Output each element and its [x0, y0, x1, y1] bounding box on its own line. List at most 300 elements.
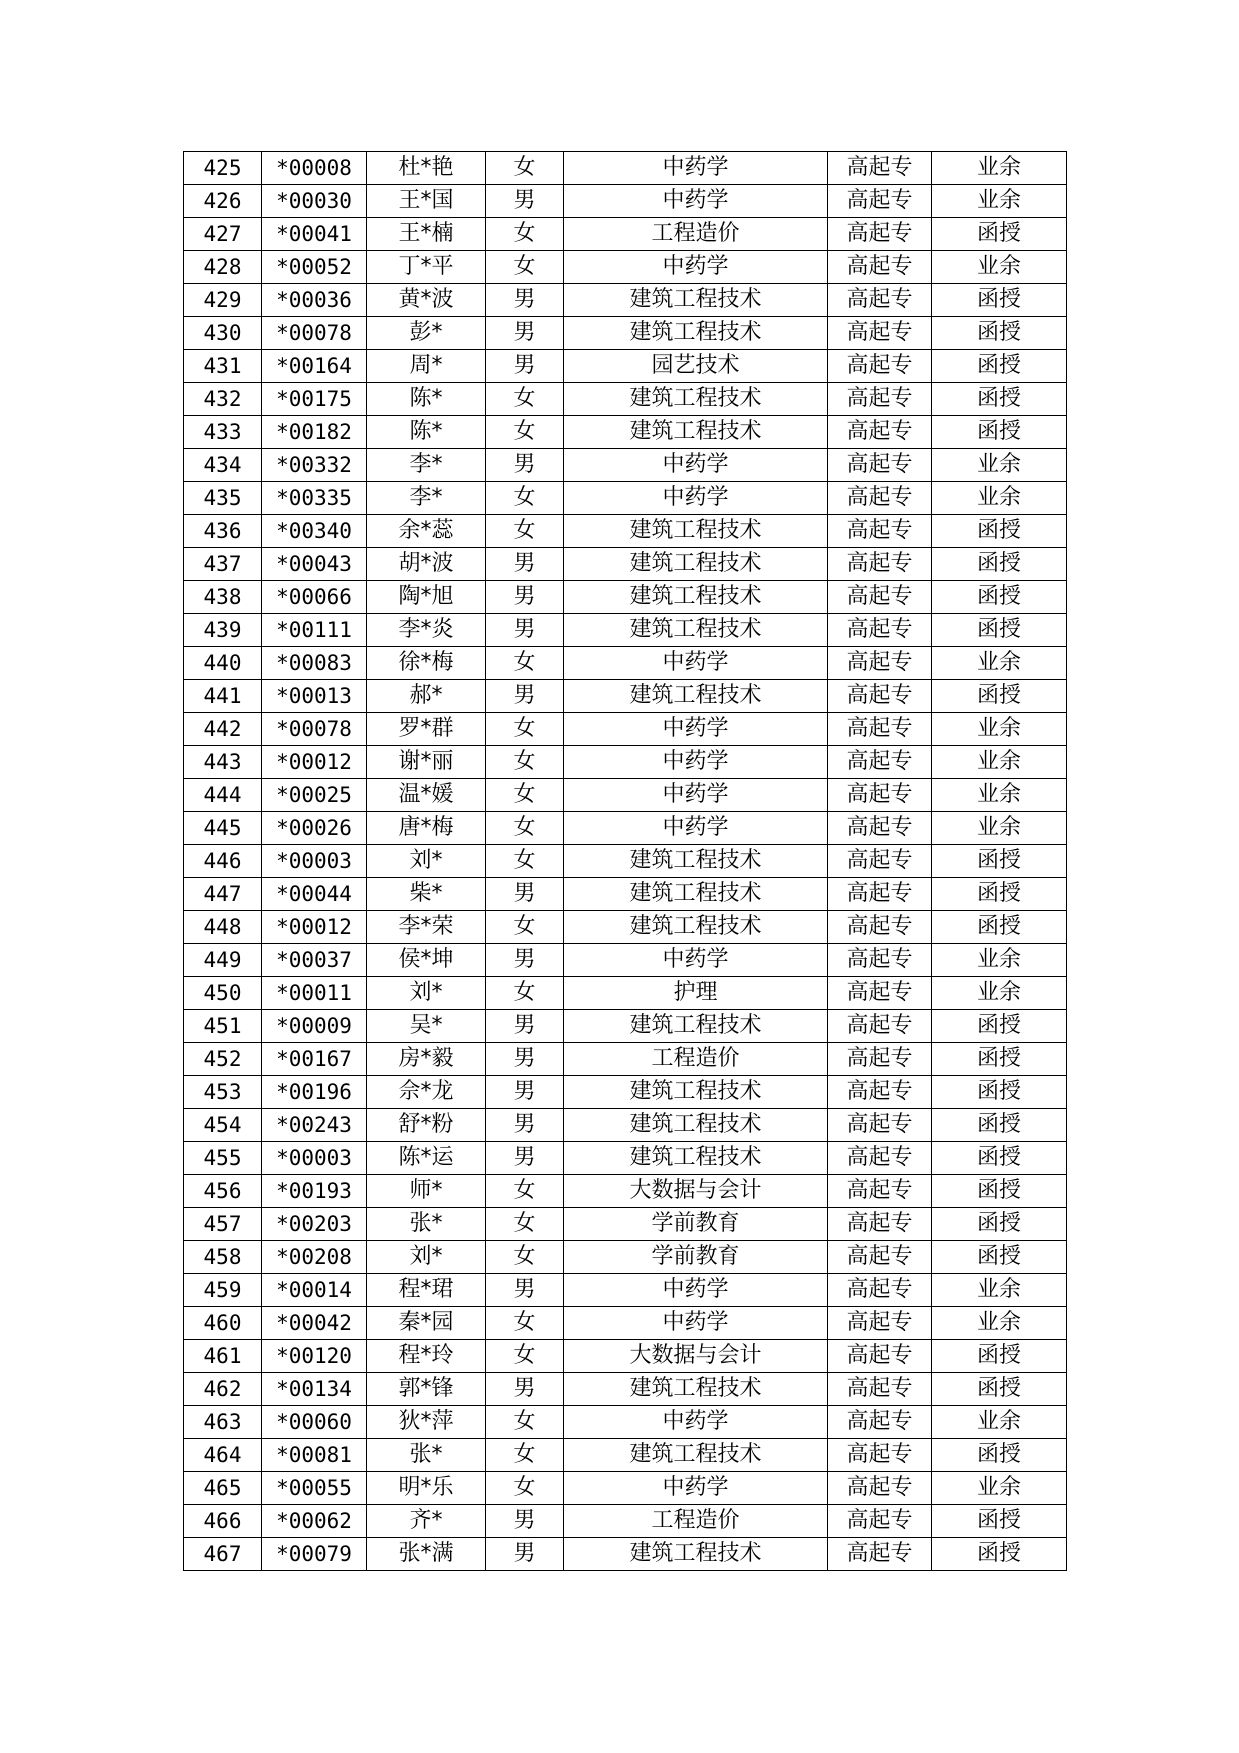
row-number-cell: 459: [184, 1274, 262, 1307]
study-mode-cell: 业余: [932, 482, 1067, 515]
major-cell: 建筑工程技术: [564, 284, 828, 317]
major-cell: 建筑工程技术: [564, 581, 828, 614]
row-number-cell: 430: [184, 317, 262, 350]
major-cell: 建筑工程技术: [564, 416, 828, 449]
level-cell: 高起专: [828, 1241, 932, 1274]
major-cell: 中药学: [564, 944, 828, 977]
level-cell: 高起专: [828, 251, 932, 284]
major-cell: 中药学: [564, 713, 828, 746]
name-cell: 郝*: [367, 680, 486, 713]
name-cell: 吴*: [367, 1010, 486, 1043]
row-number-cell: 446: [184, 845, 262, 878]
major-cell: 中药学: [564, 1274, 828, 1307]
gender-cell: 男: [486, 1109, 564, 1142]
name-cell: 柴*: [367, 878, 486, 911]
gender-cell: 女: [486, 416, 564, 449]
student-id-cell: *00042: [262, 1307, 367, 1340]
table-row: [184, 449, 1067, 482]
student-id-cell: *00060: [262, 1406, 367, 1439]
student-id-cell: *00081: [262, 1439, 367, 1472]
major-cell: 园艺技术: [564, 350, 828, 383]
gender-cell: 男: [486, 1373, 564, 1406]
student-id-cell: *00078: [262, 713, 367, 746]
major-cell: 学前教育: [564, 1208, 828, 1241]
student-id-cell: *00134: [262, 1373, 367, 1406]
table-row: [184, 614, 1067, 647]
student-id-cell: *00175: [262, 383, 367, 416]
major-cell: 建筑工程技术: [564, 317, 828, 350]
table-row: [184, 1307, 1067, 1340]
gender-cell: 男: [486, 284, 564, 317]
row-number-cell: 448: [184, 911, 262, 944]
row-number-cell: 434: [184, 449, 262, 482]
student-id-cell: *00208: [262, 1241, 367, 1274]
major-cell: 工程造价: [564, 1043, 828, 1076]
name-cell: 李*炎: [367, 614, 486, 647]
major-cell: 中药学: [564, 647, 828, 680]
row-number-cell: 440: [184, 647, 262, 680]
study-mode-cell: 函授: [932, 515, 1067, 548]
level-cell: 高起专: [828, 449, 932, 482]
name-cell: 房*毅: [367, 1043, 486, 1076]
name-cell: 程*珺: [367, 1274, 486, 1307]
level-cell: 高起专: [828, 746, 932, 779]
row-number-cell: 432: [184, 383, 262, 416]
study-mode-cell: 函授: [932, 911, 1067, 944]
name-cell: 张*: [367, 1439, 486, 1472]
study-mode-cell: 业余: [932, 251, 1067, 284]
gender-cell: 男: [486, 548, 564, 581]
study-mode-cell: 业余: [932, 1472, 1067, 1505]
row-number-cell: 453: [184, 1076, 262, 1109]
student-id-cell: *00120: [262, 1340, 367, 1373]
name-cell: 刘*: [367, 977, 486, 1010]
major-cell: 建筑工程技术: [564, 845, 828, 878]
name-cell: 刘*: [367, 845, 486, 878]
gender-cell: 女: [486, 977, 564, 1010]
table-row: [184, 779, 1067, 812]
level-cell: 高起专: [828, 1142, 932, 1175]
row-number-cell: 462: [184, 1373, 262, 1406]
student-id-cell: *00012: [262, 911, 367, 944]
level-cell: 高起专: [828, 1274, 932, 1307]
name-cell: 丁*平: [367, 251, 486, 284]
major-cell: 建筑工程技术: [564, 878, 828, 911]
row-number-cell: 458: [184, 1241, 262, 1274]
study-mode-cell: 函授: [932, 218, 1067, 251]
study-mode-cell: 业余: [932, 812, 1067, 845]
table-row: [184, 1439, 1067, 1472]
table-row: [184, 515, 1067, 548]
row-number-cell: 452: [184, 1043, 262, 1076]
gender-cell: 男: [486, 1538, 564, 1571]
student-id-cell: *00013: [262, 680, 367, 713]
gender-cell: 女: [486, 482, 564, 515]
table-row: [184, 1208, 1067, 1241]
study-mode-cell: 函授: [932, 1208, 1067, 1241]
name-cell: 李*: [367, 449, 486, 482]
row-number-cell: 454: [184, 1109, 262, 1142]
name-cell: 李*: [367, 482, 486, 515]
major-cell: 中药学: [564, 1472, 828, 1505]
gender-cell: 男: [486, 317, 564, 350]
level-cell: 高起专: [828, 350, 932, 383]
name-cell: 罗*群: [367, 713, 486, 746]
table-row: [184, 845, 1067, 878]
table-row: [184, 1010, 1067, 1043]
gender-cell: 女: [486, 1439, 564, 1472]
gender-cell: 女: [486, 218, 564, 251]
row-number-cell: 447: [184, 878, 262, 911]
level-cell: 高起专: [828, 1538, 932, 1571]
student-id-cell: *00037: [262, 944, 367, 977]
name-cell: 余*蕊: [367, 515, 486, 548]
student-id-cell: *00243: [262, 1109, 367, 1142]
table-row: [184, 1472, 1067, 1505]
table-row: [184, 647, 1067, 680]
row-number-cell: 444: [184, 779, 262, 812]
major-cell: 中药学: [564, 812, 828, 845]
gender-cell: 女: [486, 812, 564, 845]
table-row: [184, 548, 1067, 581]
student-id-cell: *00026: [262, 812, 367, 845]
row-number-cell: 455: [184, 1142, 262, 1175]
study-mode-cell: 函授: [932, 317, 1067, 350]
major-cell: 中药学: [564, 185, 828, 218]
student-id-cell: *00335: [262, 482, 367, 515]
table-row: [184, 581, 1067, 614]
study-mode-cell: 业余: [932, 647, 1067, 680]
level-cell: 高起专: [828, 581, 932, 614]
level-cell: 高起专: [828, 680, 932, 713]
name-cell: 佘*龙: [367, 1076, 486, 1109]
row-number-cell: 438: [184, 581, 262, 614]
major-cell: 建筑工程技术: [564, 1076, 828, 1109]
major-cell: 中药学: [564, 482, 828, 515]
name-cell: 陈*运: [367, 1142, 486, 1175]
student-id-cell: *00340: [262, 515, 367, 548]
major-cell: 建筑工程技术: [564, 548, 828, 581]
gender-cell: 女: [486, 515, 564, 548]
level-cell: 高起专: [828, 911, 932, 944]
study-mode-cell: 函授: [932, 581, 1067, 614]
gender-cell: 男: [486, 1142, 564, 1175]
table-row: [184, 1340, 1067, 1373]
student-id-cell: *00055: [262, 1472, 367, 1505]
major-cell: 建筑工程技术: [564, 383, 828, 416]
major-cell: 建筑工程技术: [564, 1373, 828, 1406]
table-row: [184, 1076, 1067, 1109]
study-mode-cell: 函授: [932, 878, 1067, 911]
student-id-cell: *00044: [262, 878, 367, 911]
student-id-cell: *00111: [262, 614, 367, 647]
name-cell: 徐*梅: [367, 647, 486, 680]
student-id-cell: *00164: [262, 350, 367, 383]
name-cell: 王*楠: [367, 218, 486, 251]
level-cell: 高起专: [828, 977, 932, 1010]
major-cell: 中药学: [564, 251, 828, 284]
student-id-cell: *00182: [262, 416, 367, 449]
major-cell: 建筑工程技术: [564, 1538, 828, 1571]
gender-cell: 女: [486, 845, 564, 878]
study-mode-cell: 函授: [932, 614, 1067, 647]
study-mode-cell: 函授: [932, 1505, 1067, 1538]
table-row: [184, 1373, 1067, 1406]
level-cell: 高起专: [828, 548, 932, 581]
table-row: [184, 1109, 1067, 1142]
level-cell: 高起专: [828, 383, 932, 416]
gender-cell: 女: [486, 1307, 564, 1340]
level-cell: 高起专: [828, 1109, 932, 1142]
row-number-cell: 437: [184, 548, 262, 581]
student-id-cell: *00003: [262, 845, 367, 878]
study-mode-cell: 函授: [932, 1175, 1067, 1208]
major-cell: 中药学: [564, 152, 828, 185]
table-row: [184, 944, 1067, 977]
student-id-cell: *00008: [262, 152, 367, 185]
study-mode-cell: 函授: [932, 1241, 1067, 1274]
table-row: [184, 218, 1067, 251]
student-id-cell: *00078: [262, 317, 367, 350]
gender-cell: 女: [486, 1175, 564, 1208]
student-id-cell: *00003: [262, 1142, 367, 1175]
name-cell: 张*: [367, 1208, 486, 1241]
major-cell: 中药学: [564, 1307, 828, 1340]
study-mode-cell: 业余: [932, 1274, 1067, 1307]
level-cell: 高起专: [828, 1505, 932, 1538]
table-row: [184, 713, 1067, 746]
name-cell: 狄*萍: [367, 1406, 486, 1439]
level-cell: 高起专: [828, 482, 932, 515]
major-cell: 建筑工程技术: [564, 911, 828, 944]
gender-cell: 男: [486, 350, 564, 383]
name-cell: 舒*粉: [367, 1109, 486, 1142]
table-row: [184, 152, 1067, 185]
student-id-cell: *00043: [262, 548, 367, 581]
study-mode-cell: 函授: [932, 1142, 1067, 1175]
gender-cell: 男: [486, 614, 564, 647]
gender-cell: 男: [486, 581, 564, 614]
major-cell: 中药学: [564, 779, 828, 812]
student-id-cell: *00167: [262, 1043, 367, 1076]
level-cell: 高起专: [828, 218, 932, 251]
level-cell: 高起专: [828, 1472, 932, 1505]
student-roster-table: [183, 151, 1067, 1571]
table-row: [184, 680, 1067, 713]
table-row: [184, 1538, 1067, 1571]
study-mode-cell: 函授: [932, 1043, 1067, 1076]
major-cell: 中药学: [564, 1406, 828, 1439]
student-id-cell: *00030: [262, 185, 367, 218]
name-cell: 李*荣: [367, 911, 486, 944]
name-cell: 张*满: [367, 1538, 486, 1571]
table-row: [184, 1241, 1067, 1274]
study-mode-cell: 函授: [932, 1340, 1067, 1373]
level-cell: 高起专: [828, 1043, 932, 1076]
student-id-cell: *00036: [262, 284, 367, 317]
student-id-cell: *00041: [262, 218, 367, 251]
level-cell: 高起专: [828, 845, 932, 878]
study-mode-cell: 业余: [932, 449, 1067, 482]
row-number-cell: 466: [184, 1505, 262, 1538]
student-id-cell: *00011: [262, 977, 367, 1010]
name-cell: 程*玲: [367, 1340, 486, 1373]
table-row: [184, 1142, 1067, 1175]
level-cell: 高起专: [828, 1439, 932, 1472]
level-cell: 高起专: [828, 1076, 932, 1109]
gender-cell: 女: [486, 383, 564, 416]
gender-cell: 男: [486, 1505, 564, 1538]
level-cell: 高起专: [828, 944, 932, 977]
table-row: [184, 1175, 1067, 1208]
row-number-cell: 439: [184, 614, 262, 647]
level-cell: 高起专: [828, 1010, 932, 1043]
table-row: [184, 482, 1067, 515]
row-number-cell: 463: [184, 1406, 262, 1439]
gender-cell: 男: [486, 1010, 564, 1043]
major-cell: 大数据与会计: [564, 1175, 828, 1208]
gender-cell: 女: [486, 911, 564, 944]
student-id-cell: *00079: [262, 1538, 367, 1571]
row-number-cell: 465: [184, 1472, 262, 1505]
row-number-cell: 442: [184, 713, 262, 746]
study-mode-cell: 业余: [932, 1406, 1067, 1439]
study-mode-cell: 函授: [932, 416, 1067, 449]
student-id-cell: *00083: [262, 647, 367, 680]
student-id-cell: *00196: [262, 1076, 367, 1109]
study-mode-cell: 业余: [932, 746, 1067, 779]
student-id-cell: *00025: [262, 779, 367, 812]
gender-cell: 女: [486, 152, 564, 185]
study-mode-cell: 业余: [932, 152, 1067, 185]
level-cell: 高起专: [828, 185, 932, 218]
row-number-cell: 427: [184, 218, 262, 251]
major-cell: 大数据与会计: [564, 1340, 828, 1373]
study-mode-cell: 业余: [932, 977, 1067, 1010]
gender-cell: 男: [486, 680, 564, 713]
row-number-cell: 449: [184, 944, 262, 977]
gender-cell: 女: [486, 779, 564, 812]
table-row: [184, 1274, 1067, 1307]
gender-cell: 男: [486, 878, 564, 911]
name-cell: 杜*艳: [367, 152, 486, 185]
table-row: [184, 416, 1067, 449]
study-mode-cell: 函授: [932, 548, 1067, 581]
name-cell: 温*媛: [367, 779, 486, 812]
gender-cell: 男: [486, 449, 564, 482]
name-cell: 陈*: [367, 416, 486, 449]
row-number-cell: 441: [184, 680, 262, 713]
gender-cell: 女: [486, 1406, 564, 1439]
row-number-cell: 428: [184, 251, 262, 284]
name-cell: 侯*坤: [367, 944, 486, 977]
level-cell: 高起专: [828, 779, 932, 812]
study-mode-cell: 函授: [932, 350, 1067, 383]
row-number-cell: 450: [184, 977, 262, 1010]
name-cell: 黄*波: [367, 284, 486, 317]
student-id-cell: *00009: [262, 1010, 367, 1043]
row-number-cell: 435: [184, 482, 262, 515]
gender-cell: 男: [486, 944, 564, 977]
row-number-cell: 461: [184, 1340, 262, 1373]
study-mode-cell: 函授: [932, 1010, 1067, 1043]
row-number-cell: 429: [184, 284, 262, 317]
row-number-cell: 451: [184, 1010, 262, 1043]
row-number-cell: 460: [184, 1307, 262, 1340]
name-cell: 秦*园: [367, 1307, 486, 1340]
row-number-cell: 445: [184, 812, 262, 845]
gender-cell: 女: [486, 251, 564, 284]
major-cell: 建筑工程技术: [564, 1010, 828, 1043]
student-id-cell: *00052: [262, 251, 367, 284]
gender-cell: 女: [486, 1241, 564, 1274]
table-row: [184, 878, 1067, 911]
table-row: [184, 251, 1067, 284]
table-row: [184, 284, 1067, 317]
level-cell: 高起专: [828, 1373, 932, 1406]
gender-cell: 女: [486, 1208, 564, 1241]
major-cell: 中药学: [564, 449, 828, 482]
study-mode-cell: 业余: [932, 779, 1067, 812]
student-id-cell: *00066: [262, 581, 367, 614]
level-cell: 高起专: [828, 878, 932, 911]
table-row: [184, 185, 1067, 218]
gender-cell: 女: [486, 1472, 564, 1505]
table-row: [184, 1043, 1067, 1076]
row-number-cell: 431: [184, 350, 262, 383]
major-cell: 建筑工程技术: [564, 1109, 828, 1142]
major-cell: 工程造价: [564, 218, 828, 251]
study-mode-cell: 函授: [932, 284, 1067, 317]
level-cell: 高起专: [828, 1175, 932, 1208]
gender-cell: 女: [486, 647, 564, 680]
student-id-cell: *00014: [262, 1274, 367, 1307]
gender-cell: 女: [486, 746, 564, 779]
table-row: [184, 383, 1067, 416]
level-cell: 高起专: [828, 1406, 932, 1439]
study-mode-cell: 函授: [932, 1109, 1067, 1142]
gender-cell: 男: [486, 185, 564, 218]
major-cell: 工程造价: [564, 1505, 828, 1538]
level-cell: 高起专: [828, 416, 932, 449]
student-id-cell: *00203: [262, 1208, 367, 1241]
level-cell: 高起专: [828, 713, 932, 746]
study-mode-cell: 函授: [932, 383, 1067, 416]
major-cell: 护理: [564, 977, 828, 1010]
major-cell: 建筑工程技术: [564, 1439, 828, 1472]
study-mode-cell: 业余: [932, 185, 1067, 218]
major-cell: 学前教育: [564, 1241, 828, 1274]
name-cell: 陈*: [367, 383, 486, 416]
name-cell: 胡*波: [367, 548, 486, 581]
name-cell: 周*: [367, 350, 486, 383]
row-number-cell: 457: [184, 1208, 262, 1241]
table-row: [184, 350, 1067, 383]
gender-cell: 男: [486, 1043, 564, 1076]
name-cell: 王*国: [367, 185, 486, 218]
table-row: [184, 977, 1067, 1010]
study-mode-cell: 函授: [932, 1439, 1067, 1472]
student-id-cell: *00012: [262, 746, 367, 779]
name-cell: 刘*: [367, 1241, 486, 1274]
table-row: [184, 812, 1067, 845]
gender-cell: 男: [486, 1274, 564, 1307]
study-mode-cell: 函授: [932, 680, 1067, 713]
name-cell: 彭*: [367, 317, 486, 350]
row-number-cell: 464: [184, 1439, 262, 1472]
row-number-cell: 433: [184, 416, 262, 449]
level-cell: 高起专: [828, 1307, 932, 1340]
